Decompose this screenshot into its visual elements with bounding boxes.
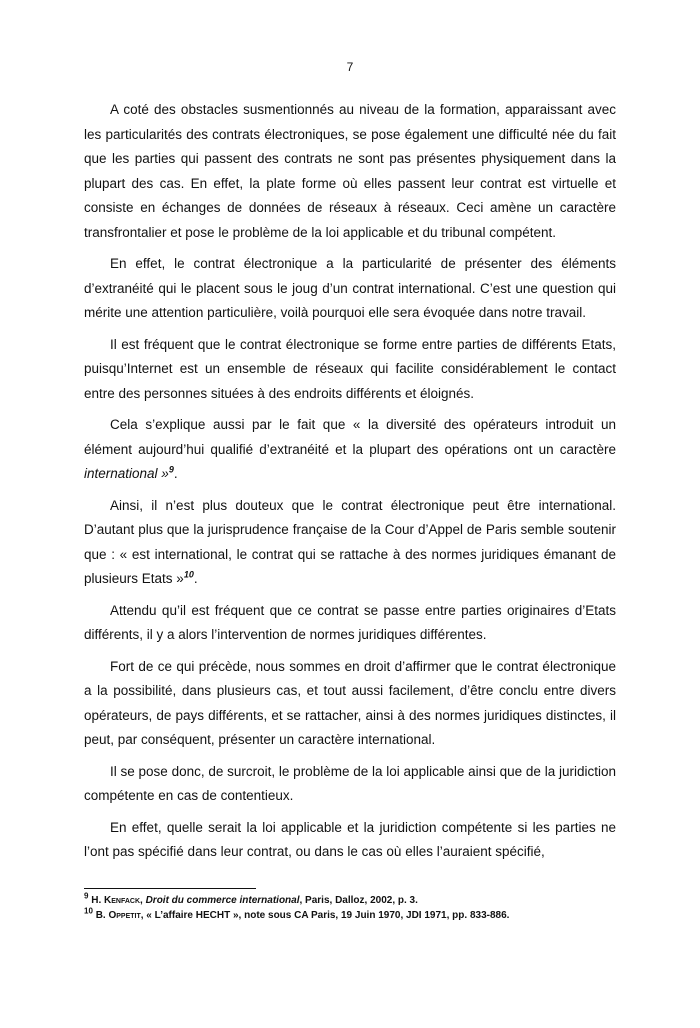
footnote-9: $^9$ H. Kenfack, Droit du commerce international, Paris, Dalloz, 2002, p. 3. <box>84 891 418 906</box>
footnote-title: Droit du commerce international <box>145 895 300 906</box>
paragraph: Fort de ce qui précède, nous sommes en droit d’affirmer que le contrat électronique a la possibilité, dans plusieurs cas, et tout aussi facilement, d’être conclu entre divers opérateurs, de pays différents, et se rattacher, ainsi à des normes juridiques distinctes, il peut, par conséquent, présenter un caractère international. <box>84 658 616 747</box>
body-text <box>84 98 616 872</box>
paragraph-text-end: . <box>173 466 178 481</box>
footnote-separator <box>84 888 256 889</box>
paragraph-text: Ainsi, il n’est plus douteux que le contrat électronique peut être international. D’autant plus que la jurisprudence française de la Cour d’Appel de Paris semble soutenir que : « est international, le contrat qui se rattache à des normes juridiques émanant de plusieurs Etats » <box>84 497 616 586</box>
footnote-rest: , « L’affaire HECHT », note sous CA Paris, 19 Juin 1970, JDI 1971, pp. 833-886. <box>140 910 510 921</box>
page-number: 7 <box>346 60 354 74</box>
footnote-number: 9 <box>84 891 89 901</box>
footnote-number: 10 <box>84 906 93 916</box>
footnote-rest: , Paris, Dalloz, 2002, p. 3. <box>299 895 418 906</box>
paragraph-text: Cela s’explique aussi par le fait que « la diversité des opérateurs introduit un élément aujourd’hui qualifié d’extranéité et la plupart des opérations ont un caractère <box>84 417 616 457</box>
paragraph: Attendu qu’il est fréquent que ce contrat se passe entre parties originaires d’Etats différents, il y a alors l’intervention de normes juridiques différentes. <box>84 602 616 642</box>
footnote-author: H. Kenfack <box>91 895 141 906</box>
paragraph-with-footnote-10 <box>84 494 616 592</box>
footnote-ref-10[interactable]: 10 <box>183 569 194 580</box>
footnote-10 <box>84 908 616 923</box>
footnote-author: B. Oppetit <box>95 910 141 921</box>
paragraph-text-end: . <box>193 571 198 586</box>
footnotes <box>84 893 616 923</box>
paragraph: A coté des obstacles susmentionnés au niveau de la formation, apparaissant avec les particularités des contrats électroniques, se pose également une difficulté née du fait que les parties qui passent des contrats ne sont pas présentes physiquement dans la plupart des cas. En effet, la plate forme où elles passent leur contrat est virtuelle et consiste en échanges de données de réseaux à réseaux. Ceci amène un caractère transfrontalier et pose le problème de la loi applicable et du tribunal compétent. <box>84 102 616 240</box>
paragraph: En effet, le contrat électronique a la particularité de présenter des éléments d’extranéité qui le placent sous le joug d’un contrat international. C’est une question qui mérite une attention particulière, voilà pourquoi elle sera évoquée dans notre travail. <box>84 256 616 320</box>
paragraph: Il est fréquent que le contrat électronique se forme entre parties de différents Etats, puisqu’Internet est un ensemble de réseaux qui facilite considérablement le contact entre des personnes situées à des endroits différents et éloignés. <box>84 336 616 401</box>
footnote-ref-9[interactable]: 9 <box>168 464 174 475</box>
paragraph: En effet, quelle serait la loi applicable et la juridiction compétente si les parties ne l’ont pas spécifié dans leur contrat, ou dans le cas où elles l’auraient spécifié, <box>84 819 616 859</box>
paragraph: Il se pose donc, de surcroit, le problème de la loi applicable ainsi que de la juridiction compétente en cas de contentieux. <box>84 763 616 803</box>
paragraph-with-footnote-9 <box>84 413 616 487</box>
paragraph-italic-text: international » <box>84 466 169 481</box>
